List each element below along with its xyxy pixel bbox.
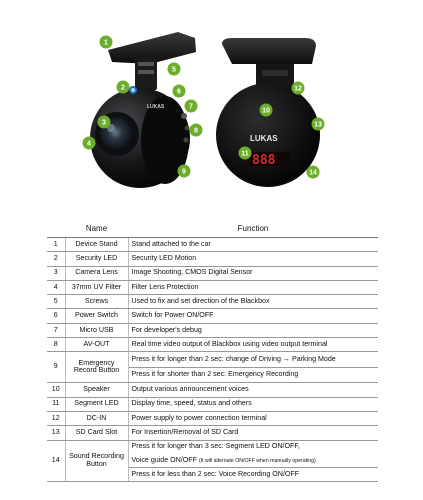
- row-function: Voice guide ON/OFF: [131, 455, 197, 464]
- callout-1: [100, 36, 113, 49]
- segment-led-display: 888: [252, 153, 276, 168]
- row-name: Sound Recording Button: [65, 440, 128, 482]
- row-function: For Insertion/Removal of SD Card: [128, 426, 378, 440]
- row-number: 8: [47, 338, 65, 352]
- table-row: [47, 397, 378, 411]
- table-header-row: [47, 221, 378, 238]
- svg-text:11: 11: [241, 150, 249, 158]
- row-name: Security LED: [65, 252, 128, 266]
- back-logo: LUKAS: [250, 134, 278, 143]
- row-name: Micro USB: [65, 323, 128, 337]
- row-function: Press it for less than 2 sec: Voice Recording ON/OFF: [128, 468, 378, 482]
- row-function: Switch for Power ON/OFF: [128, 309, 378, 323]
- svg-text:9: 9: [182, 168, 186, 176]
- table-row: [47, 352, 378, 368]
- row-number: 2: [47, 252, 65, 266]
- row-name: 37mm UV Filter: [65, 280, 128, 294]
- callout-3: [98, 116, 111, 129]
- svg-text:2: 2: [121, 84, 125, 92]
- callout-6: [173, 85, 186, 98]
- svg-text:12: 12: [294, 85, 302, 93]
- row-function: Display time, speed, status and others: [128, 397, 378, 411]
- callout-13: [312, 118, 325, 131]
- callout-8: [190, 124, 203, 137]
- table-row: [47, 338, 378, 352]
- svg-text:8: 8: [194, 127, 198, 135]
- header-name: Name: [65, 221, 128, 238]
- row-function: Output various announcement voices: [128, 383, 378, 397]
- row-function: Stand attached to the car: [128, 238, 378, 252]
- table-row: [47, 309, 378, 323]
- callout-7: [185, 100, 198, 113]
- svg-text:7: 7: [189, 103, 193, 111]
- spec-table: [47, 221, 378, 482]
- row-function: Press it for longer than 2 sec: change of Driving → Parking Mode: [128, 352, 378, 368]
- row-name: Screws: [65, 295, 128, 309]
- table-row: [47, 411, 378, 425]
- row-name: Power Switch: [65, 309, 128, 323]
- front-view-device: [90, 32, 196, 188]
- callout-5: [168, 63, 181, 76]
- row-function: Filter Lens Protection: [128, 280, 378, 294]
- svg-text:14: 14: [309, 169, 317, 177]
- svg-text:4: 4: [87, 140, 91, 148]
- row-function: Press it for longer than 3 sec: Segment LED ON/OFF,: [131, 442, 300, 451]
- header-function: Function: [128, 221, 378, 238]
- row-name: AV-OUT: [65, 338, 128, 352]
- row-name: DC-IN: [65, 411, 128, 425]
- row-number: 7: [47, 323, 65, 337]
- row-number: 12: [47, 411, 65, 425]
- header-no: [47, 221, 65, 238]
- table-row: [47, 238, 378, 252]
- row-number: 11: [47, 397, 65, 411]
- svg-text:3: 3: [102, 119, 106, 127]
- callout-4: [83, 137, 96, 150]
- row-name: Device Stand: [65, 238, 128, 252]
- row-function: Used to fix and set direction of the Blackbox: [128, 295, 378, 309]
- table-row: [47, 280, 378, 294]
- row-function: Image Shooting, CMOS Digital Sensor: [128, 266, 378, 280]
- row-number: 5: [47, 295, 65, 309]
- row-function: Press it for shorter than 2 sec: Emergency Recording: [128, 367, 378, 383]
- row-number: 13: [47, 426, 65, 440]
- svg-text:1: 1: [104, 39, 108, 47]
- front-logo: LUKAS: [147, 104, 165, 110]
- svg-text:6: 6: [177, 88, 181, 96]
- svg-text:5: 5: [172, 66, 176, 74]
- callout-11: [239, 147, 252, 160]
- callout-10: [260, 104, 273, 117]
- callout-2: [117, 81, 130, 94]
- table-row: [47, 426, 378, 440]
- callout-9: [178, 165, 191, 178]
- row-function: Power supply to power connection terminal: [128, 411, 378, 425]
- row-function: Real time video output of Blackbox using video output terminal: [128, 338, 378, 352]
- row-number: 14: [47, 440, 65, 482]
- svg-text:13: 13: [314, 121, 322, 129]
- table-row: [47, 440, 378, 454]
- row-name: Speaker: [65, 383, 128, 397]
- table-row: [47, 266, 378, 280]
- row-number: 6: [47, 309, 65, 323]
- row-number: 3: [47, 266, 65, 280]
- svg-text:10: 10: [262, 107, 270, 115]
- row-function: Security LED Motion: [128, 252, 378, 266]
- table-row: [47, 383, 378, 397]
- table-row: [47, 295, 378, 309]
- row-name: SD Card Slot: [65, 426, 128, 440]
- callout-14: [307, 166, 320, 179]
- row-number: 4: [47, 280, 65, 294]
- table-row: [47, 252, 378, 266]
- row-function: For developer's debug: [128, 323, 378, 337]
- row-function-note: (It will alternate ON/OFF when manually operating): [198, 457, 316, 464]
- row-number: 9: [47, 352, 65, 383]
- table-row: [47, 323, 378, 337]
- row-number: 10: [47, 383, 65, 397]
- row-name: Segment LED: [65, 397, 128, 411]
- row-function-combined: [128, 454, 378, 468]
- row-name: Emergency Record Button: [65, 352, 128, 383]
- product-diagram: [0, 0, 423, 218]
- row-number: 1: [47, 238, 65, 252]
- row-name: Camera Lens: [65, 266, 128, 280]
- callout-12: [292, 82, 305, 95]
